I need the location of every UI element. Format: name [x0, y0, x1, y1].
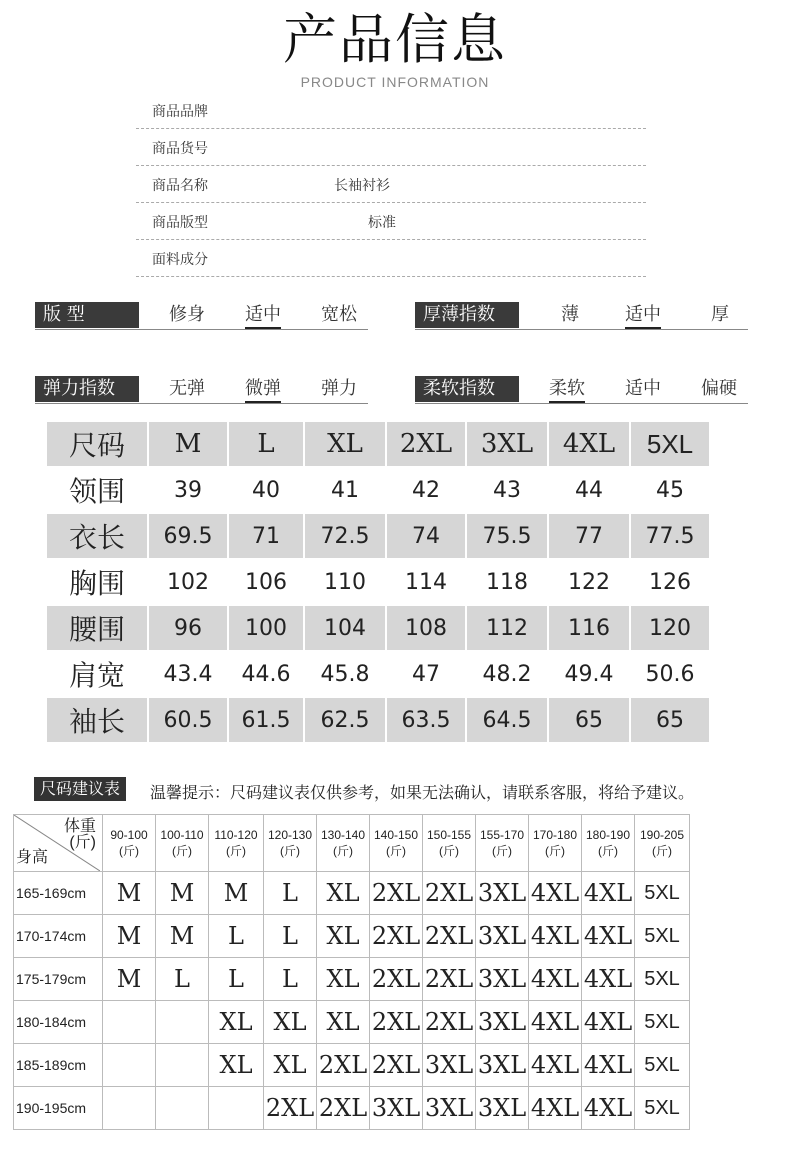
recommend-row	[14, 1044, 690, 1087]
size-cell: 69.5	[148, 513, 228, 559]
attr-option-selected: 柔软	[549, 377, 585, 403]
size-cell: 65	[630, 697, 710, 743]
recommend-cell: M	[103, 915, 156, 958]
recommend-cell: 5XL	[635, 915, 690, 958]
recommend-header-row	[14, 815, 690, 872]
recommend-cell: M	[103, 958, 156, 1001]
weight-header: 100-110 (斤)	[156, 815, 209, 872]
attr-fit	[35, 302, 368, 330]
size-cell: 60.5	[148, 697, 228, 743]
size-header: XL	[304, 421, 386, 467]
size-cell: 116	[548, 605, 630, 651]
size-cell: 74	[386, 513, 466, 559]
attr-option: 修身	[169, 304, 205, 325]
attr-tag: 版 型	[35, 302, 139, 328]
recommend-cell: XL	[209, 1001, 264, 1044]
size-cell: 71	[228, 513, 304, 559]
product-info-list	[136, 92, 646, 277]
info-label: 商品名称	[152, 178, 208, 194]
recommend-cell: 2XL	[370, 1044, 423, 1087]
recommend-table	[13, 814, 690, 1130]
size-cell: 48.2	[466, 651, 548, 697]
recommend-cell	[103, 1044, 156, 1087]
attr-option: 宽松	[321, 304, 357, 325]
recommend-cell: 2XL	[264, 1087, 317, 1130]
height-label: 165-169cm	[14, 872, 103, 915]
recommend-cell: 3XL	[476, 915, 529, 958]
attr-option-selected: 适中	[245, 303, 281, 329]
attr-tag: 厚薄指数	[415, 302, 519, 328]
size-row-label: 袖长	[46, 697, 148, 743]
recommend-cell: 2XL	[423, 872, 476, 915]
recommend-cell: L	[264, 915, 317, 958]
recommend-row	[14, 958, 690, 1001]
size-cell: 77	[548, 513, 630, 559]
size-cell: 118	[466, 559, 548, 605]
recommend-cell: M	[156, 915, 209, 958]
recommend-cell: 2XL	[370, 915, 423, 958]
size-cell: 41	[304, 467, 386, 513]
recommend-cell	[103, 1001, 156, 1044]
recommend-cell: 3XL	[476, 1044, 529, 1087]
info-label: 商品货号	[152, 141, 208, 157]
corner-weight: 体重 (斤)	[63, 818, 96, 851]
size-cell: 106	[228, 559, 304, 605]
height-label: 170-174cm	[14, 915, 103, 958]
size-header: 4XL	[548, 421, 630, 467]
size-cell: 61.5	[228, 697, 304, 743]
weight-header: 155-170 (斤)	[476, 815, 529, 872]
recommend-cell: 3XL	[476, 872, 529, 915]
weight-header: 130-140 (斤)	[317, 815, 370, 872]
recommend-row	[14, 915, 690, 958]
size-header: M	[148, 421, 228, 467]
size-cell: 100	[228, 605, 304, 651]
size-cell: 63.5	[386, 697, 466, 743]
size-row	[46, 697, 710, 743]
recommend-cell: 2XL	[423, 958, 476, 1001]
recommend-cell: 5XL	[635, 872, 690, 915]
recommend-cell: 2XL	[370, 958, 423, 1001]
size-row	[46, 651, 710, 697]
size-cell: 108	[386, 605, 466, 651]
recommend-corner	[14, 815, 103, 872]
info-label: 商品版型	[152, 215, 208, 231]
attr-option: 偏硬	[701, 378, 737, 399]
recommend-cell: 4XL	[529, 1087, 582, 1130]
size-cell: 96	[148, 605, 228, 651]
weight-header: 140-150 (斤)	[370, 815, 423, 872]
recommend-cell: M	[103, 872, 156, 915]
recommend-cell: 4XL	[529, 915, 582, 958]
recommend-cell: L	[264, 958, 317, 1001]
size-row-label: 衣长	[46, 513, 148, 559]
attr-option: 弹力	[321, 378, 357, 399]
attr-option: 厚	[711, 304, 729, 325]
recommend-cell: XL	[317, 958, 370, 1001]
height-label: 190-195cm	[14, 1087, 103, 1130]
size-cell: 40	[228, 467, 304, 513]
attr-softness	[415, 376, 748, 404]
size-cell: 122	[548, 559, 630, 605]
size-row-label: 肩宽	[46, 651, 148, 697]
recommend-cell: 3XL	[423, 1087, 476, 1130]
attr-tag: 柔软指数	[415, 376, 519, 402]
size-cell: 44.6	[228, 651, 304, 697]
weight-header: 180-190 (斤)	[582, 815, 635, 872]
weight-header: 110-120 (斤)	[209, 815, 264, 872]
size-cell: 44	[548, 467, 630, 513]
size-cell: 45	[630, 467, 710, 513]
size-cell: 126	[630, 559, 710, 605]
recommend-tag: 尺码建议表	[34, 777, 126, 801]
size-header: 5XL	[630, 421, 710, 467]
recommend-cell: 3XL	[476, 1087, 529, 1130]
recommend-cell: L	[209, 915, 264, 958]
size-table	[45, 420, 711, 744]
recommend-cell: XL	[317, 872, 370, 915]
size-cell: 77.5	[630, 513, 710, 559]
size-header: 3XL	[466, 421, 548, 467]
recommend-cell: 4XL	[582, 1087, 635, 1130]
recommend-cell: XL	[317, 1001, 370, 1044]
size-cell: 43	[466, 467, 548, 513]
recommend-cell: 2XL	[423, 915, 476, 958]
attr-option: 薄	[561, 304, 579, 325]
attr-option-selected: 微弹	[245, 377, 281, 403]
recommend-cell: 4XL	[582, 915, 635, 958]
size-row	[46, 467, 710, 513]
info-value: 标准	[368, 215, 396, 231]
recommend-cell: 5XL	[635, 1087, 690, 1130]
recommend-cell: 4XL	[582, 1044, 635, 1087]
page-subtitle: PRODUCT INFORMATION	[300, 74, 490, 90]
size-cell: 110	[304, 559, 386, 605]
size-corner: 尺码	[46, 421, 148, 467]
size-cell: 45.8	[304, 651, 386, 697]
size-cell: 62.5	[304, 697, 386, 743]
page-title: 产品信息	[283, 8, 507, 71]
size-header-row	[46, 421, 710, 467]
info-label: 商品品牌	[152, 104, 208, 120]
size-cell: 42	[386, 467, 466, 513]
attr-option-selected: 适中	[625, 303, 661, 329]
recommend-cell: 3XL	[476, 1001, 529, 1044]
recommend-cell: M	[156, 872, 209, 915]
size-row	[46, 605, 710, 651]
info-row-sku	[136, 129, 646, 166]
recommend-hint: 温馨提示：尺码建议表仅供参考，如果无法确认，请联系客服，将给予建议。	[150, 783, 695, 802]
height-label: 180-184cm	[14, 1001, 103, 1044]
recommend-cell: L	[209, 958, 264, 1001]
recommend-cell: 2XL	[317, 1044, 370, 1087]
recommend-cell: 4XL	[529, 958, 582, 1001]
size-header: L	[228, 421, 304, 467]
recommend-cell: 2XL	[423, 1001, 476, 1044]
size-cell: 75.5	[466, 513, 548, 559]
corner-height: 身高	[16, 849, 49, 866]
size-header: 2XL	[386, 421, 466, 467]
size-row-label: 领围	[46, 467, 148, 513]
size-row	[46, 513, 710, 559]
recommend-cell: 3XL	[423, 1044, 476, 1087]
recommend-cell: M	[209, 872, 264, 915]
size-cell: 49.4	[548, 651, 630, 697]
recommend-cell	[209, 1087, 264, 1130]
info-label: 面料成分	[152, 252, 208, 268]
size-cell: 114	[386, 559, 466, 605]
size-cell: 50.6	[630, 651, 710, 697]
attr-elasticity	[35, 376, 368, 404]
recommend-cell: 3XL	[476, 958, 529, 1001]
info-value: 长袖衬衫	[334, 178, 390, 194]
recommend-row	[14, 1087, 690, 1130]
recommend-cell: 4XL	[582, 958, 635, 1001]
height-label: 175-179cm	[14, 958, 103, 1001]
attr-thickness	[415, 302, 748, 330]
info-row-brand	[136, 92, 646, 129]
weight-header: 170-180 (斤)	[529, 815, 582, 872]
size-cell: 39	[148, 467, 228, 513]
size-cell: 120	[630, 605, 710, 651]
size-row-label: 腰围	[46, 605, 148, 651]
recommend-cell: 2XL	[317, 1087, 370, 1130]
attr-option: 无弹	[169, 378, 205, 399]
weight-header: 190-205 (斤)	[635, 815, 690, 872]
recommend-cell: 4XL	[582, 1001, 635, 1044]
attr-tag: 弹力指数	[35, 376, 139, 402]
weight-header: 120-130 (斤)	[264, 815, 317, 872]
recommend-cell: 4XL	[582, 872, 635, 915]
info-row-name	[136, 166, 646, 203]
size-cell: 104	[304, 605, 386, 651]
recommend-cell: XL	[317, 915, 370, 958]
recommend-cell: 5XL	[635, 958, 690, 1001]
info-row-fit	[136, 203, 646, 240]
recommend-cell: L	[156, 958, 209, 1001]
weight-header: 150-155 (斤)	[423, 815, 476, 872]
recommend-cell	[156, 1044, 209, 1087]
recommend-cell: 3XL	[370, 1087, 423, 1130]
size-cell: 47	[386, 651, 466, 697]
size-cell: 64.5	[466, 697, 548, 743]
weight-header: 90-100 (斤)	[103, 815, 156, 872]
attr-option: 适中	[625, 378, 661, 399]
recommend-row	[14, 1001, 690, 1044]
recommend-cell: 4XL	[529, 872, 582, 915]
size-row	[46, 559, 710, 605]
size-cell: 43.4	[148, 651, 228, 697]
size-cell: 112	[466, 605, 548, 651]
recommend-cell	[103, 1087, 156, 1130]
recommend-cell: XL	[264, 1044, 317, 1087]
recommend-cell	[156, 1087, 209, 1130]
size-cell: 65	[548, 697, 630, 743]
size-cell: 72.5	[304, 513, 386, 559]
recommend-cell: 4XL	[529, 1044, 582, 1087]
recommend-cell: 2XL	[370, 1001, 423, 1044]
recommend-cell: 5XL	[635, 1044, 690, 1087]
recommend-cell: XL	[264, 1001, 317, 1044]
recommend-cell: 5XL	[635, 1001, 690, 1044]
size-row-label: 胸围	[46, 559, 148, 605]
recommend-row	[14, 872, 690, 915]
recommend-cell: XL	[209, 1044, 264, 1087]
recommend-cell: L	[264, 872, 317, 915]
recommend-cell	[156, 1001, 209, 1044]
recommend-cell: 4XL	[529, 1001, 582, 1044]
size-cell: 102	[148, 559, 228, 605]
recommend-cell: 2XL	[370, 872, 423, 915]
info-row-fabric	[136, 240, 646, 277]
height-label: 185-189cm	[14, 1044, 103, 1087]
